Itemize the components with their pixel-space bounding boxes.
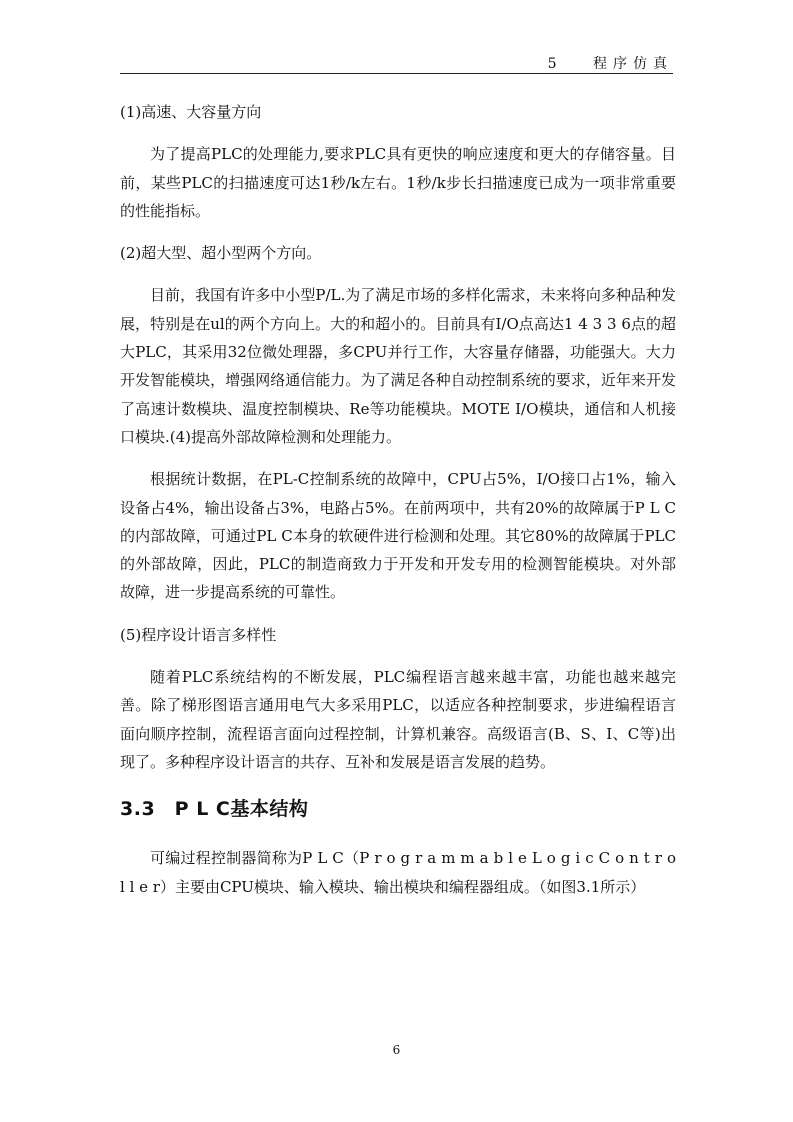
paragraph: 目前，我国有许多中小型P/L.为了满足市场的多样化需求，未来将向多种品种发展，特别是在ul的两个方向上。大的和超小的。目前具有I/O点高达1 4 3 3 6点的超大PLC，其采用32位微处理器，多CPU并行工作，大容量存储器，功能强大。大力开发智能模块，增强网络通信能力。为了满足各种自动控制系统的要求，近年来开发了高速计数模块、温度控制模块、Re等功能模块。MOTE I/O模块，通信和人机接口模块.(4)提高外部故障检测和处理能力。	[120, 286, 676, 446]
page-number: 6	[392, 1043, 401, 1057]
subheading-language-diversity: (5)程序设计语言多样性	[120, 625, 277, 644]
subheading-size-directions: (2)超大型、超小型两个方向。	[120, 244, 322, 263]
paragraph: 可编过程控制器简称为P L C（P r o g r a m m a b l e L o g i c C o n t r o l l e r）主要由CPU模块、输入模块、输出模块和编程器组成。（如图3.1所示）	[120, 849, 676, 896]
paragraph: 为了提高PLC的处理能力,要求PLC具有更快的响应速度和更大的存储容量。目前，某些PLC的扫描速度可达1秒/k左右。1秒/k步长扫描速度已成为一项非常重要的性能指标。	[120, 145, 676, 220]
paragraph: 根据统计数据，在PL-C控制系统的故障中，CPU占5%，I/O接口占1%，输入设备占4%，输出设备占3%，电路占5%。在前两项中，共有20%的故障属于P L C的内部故障，可通过PL C本身的软硬件进行检测和处理。其它80%的故障属于PLC的外部故障，因此，PLC的制造商致力于开发和开发专用的检测智能模块。对外部故障，进一步提高系统的可靠性。	[120, 470, 676, 602]
page-body	[120, 98, 676, 915]
paragraph: 随着PLC系统结构的不断发展，PLC编程语言越来越丰富，功能也越来越完善。除了梯形图语言通用电气大多采用PLC，以适应各种控制要求，步进编程语言面向顺序控制，流程语言面向过程控制，计算机兼容。高级语言(B、S、I、C等)出现了。多种程序设计语言的共存、互补和发展是语言发展的趋势。	[120, 668, 676, 771]
header-chapter-title: 5 程序仿真	[547, 56, 673, 72]
running-header	[120, 56, 673, 74]
section-heading-plc-structure: 3.3 P L C基本结构	[120, 798, 309, 821]
subheading-high-speed: (1)高速、大容量方向	[120, 103, 262, 121]
